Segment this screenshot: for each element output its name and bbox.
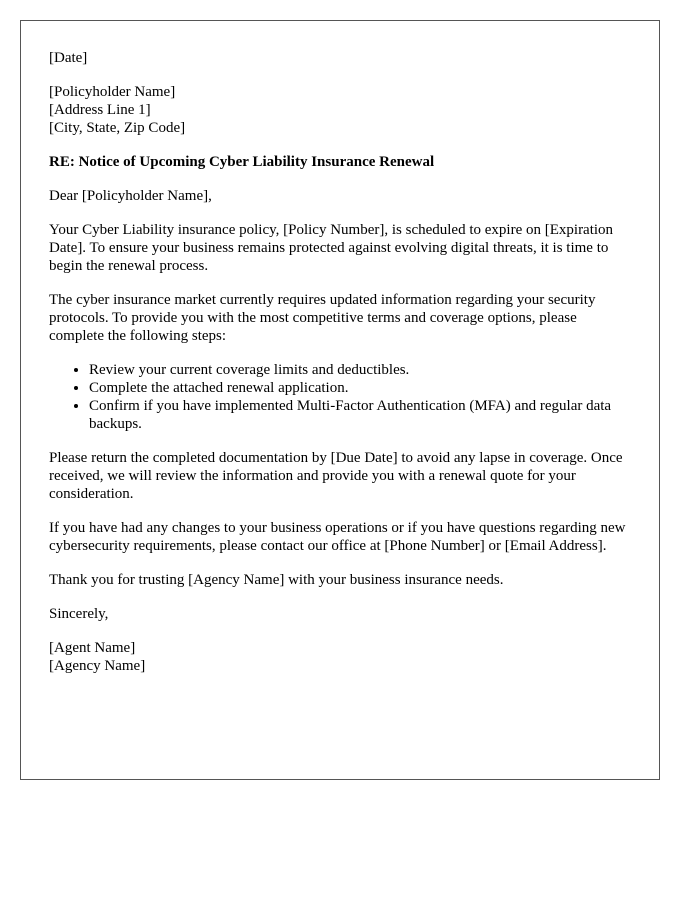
letter-date: [Date] — [49, 50, 88, 66]
letter-paragraph-thanks: Thank you for trusting [Agency Name] with your business insurance needs. — [49, 572, 504, 588]
letter-paragraph-contact: If you have had any changes to your business operations or if you have questions regarding new cybersecurity requirements, please contact our office at [Phone Number] or [Email Address]. — [49, 520, 626, 554]
recipient-address-line1: [Address Line 1] — [49, 102, 151, 118]
letter-paragraph-requirements: The cyber insurance market currently requires updated information regarding your security protocols. To provide you with the most competitive terms and coverage options, please complete the following steps: — [49, 292, 596, 344]
list-item: • Review your current coverage limits and deductibles. — [89, 361, 631, 379]
letter-subject: RE: Notice of Upcoming Cyber Liability Insurance Renewal — [49, 154, 435, 170]
recipient-city-state-zip: [City, State, Zip Code] — [49, 120, 186, 136]
agency-name: [Agency Name] — [49, 658, 146, 674]
agent-name: [Agent Name] — [49, 640, 136, 656]
recipient-name: [Policyholder Name] — [49, 84, 176, 100]
list-item: • Complete the attached renewal application. — [89, 379, 631, 397]
letter-salutation: Dear [Policyholder Name], — [49, 188, 212, 204]
letter-paragraph-return: Please return the completed documentation by [Due Date] to avoid any lapse in coverage. Once received, we will review the information and provide you with a renewal quote for your consideration. — [49, 450, 623, 502]
signature-block — [49, 639, 631, 675]
letter-page — [20, 20, 660, 780]
recipient-address — [49, 83, 631, 137]
letter-paragraph-intro: Your Cyber Liability insurance policy, [Policy Number], is scheduled to expire on [Expiration Date]. To ensure your business remains protected against evolving digital threats, it is time to begin the renewal process. — [49, 222, 614, 274]
renewal-steps-list — [49, 361, 631, 433]
list-item: • Confirm if you have implemented Multi-Factor Authentication (MFA) and regular data backups. — [89, 397, 631, 433]
letter-closing: Sincerely, — [49, 606, 109, 622]
